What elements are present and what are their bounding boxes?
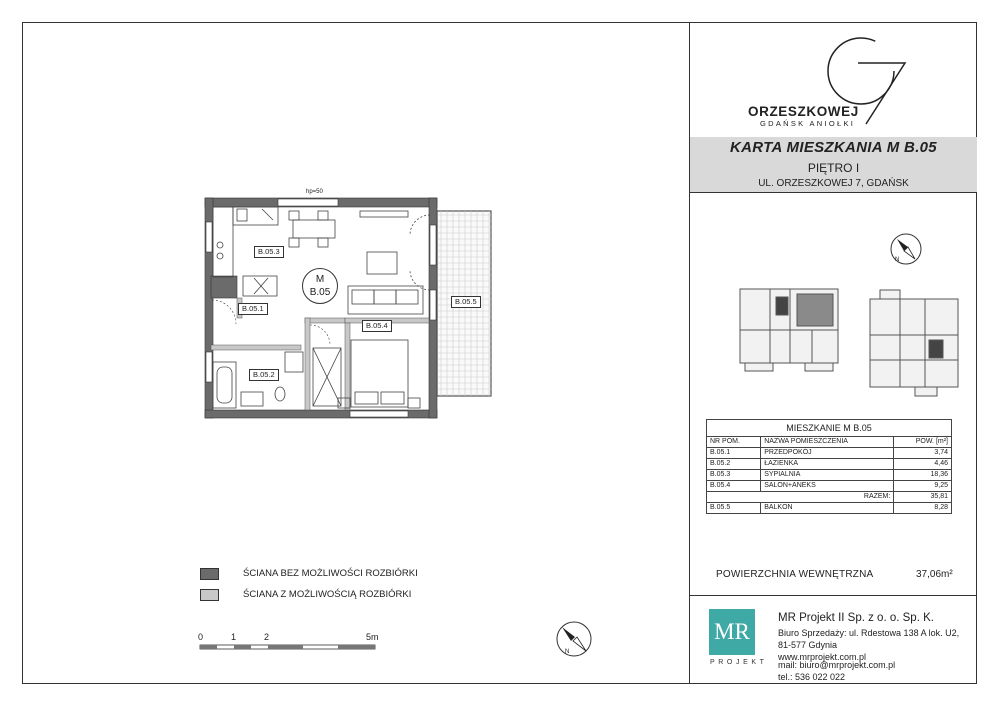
unit-label: M B.05 xyxy=(302,268,338,304)
living-room xyxy=(348,211,430,314)
mr-projekt-logo-subtitle: PROJEKT xyxy=(710,659,768,666)
bedroom xyxy=(313,340,420,408)
card-title: KARTA MIESZKANIA M B.05 xyxy=(730,139,937,156)
room-tag-b054: B.05.4 xyxy=(362,320,392,332)
scale-tick: 1 xyxy=(231,632,237,642)
legend-swatch-fixed xyxy=(200,568,219,580)
col-header-nr: NR POM. xyxy=(707,437,761,448)
brand-name: ORZESZKOWEJ xyxy=(748,104,859,119)
company-office: Biuro Sprzedaży: ul. Rdestowa 138 A lok. U2, xyxy=(778,628,960,638)
window-note: hp=50 xyxy=(306,189,323,195)
rooms-table xyxy=(706,419,952,514)
mr-projekt-logo: MR xyxy=(709,609,755,655)
col-header-area: POW. [m²] xyxy=(894,437,952,448)
company-mail[interactable]: mail: biuro@mrprojekt.com.pl xyxy=(778,660,896,670)
dining-table xyxy=(289,211,335,247)
scale-tick: 0 xyxy=(198,632,204,642)
col-header-name: NAZWA POMIESZCZENIA xyxy=(761,437,894,448)
room-tag-b053: B.05.3 xyxy=(254,246,284,258)
brand-subtitle: GDAŃSK ANIOŁKI xyxy=(760,119,856,128)
table-row: B.05.3 SYPIALNIA 18,36 xyxy=(707,470,952,481)
table-title: MIESZKANIE M B.05 xyxy=(707,420,952,437)
scale-tick: 2 xyxy=(264,632,270,642)
internal-area-value: 37,06m² xyxy=(916,569,953,580)
table-row: B.05.2 ŁAZIENKA 4,46 xyxy=(707,459,952,470)
north-letter: N xyxy=(565,649,570,655)
table-row: B.05.1 PRZEDPOKÓJ 3,74 xyxy=(707,448,952,459)
room-tag-b052: B.05.2 xyxy=(249,369,279,381)
table-row: B.05.5 BALKON 8,28 xyxy=(707,503,952,514)
table-row: B.05.4 SALON+ANEKS 9,25 xyxy=(707,481,952,492)
floor-label: PIĘTRO I xyxy=(807,161,860,175)
table-total-row: RAZEM: 35,81 xyxy=(707,492,952,503)
company-name: MR Projekt II Sp. z o. o. Sp. K. xyxy=(778,612,934,624)
address-label: UL. ORZESZKOWEJ 7, GDAŃSK xyxy=(758,178,909,189)
company-www[interactable]: www.mrprojekt.com.pl xyxy=(778,652,867,662)
room-tag-b051: B.05.1 xyxy=(238,303,268,315)
scale-tick: 5m xyxy=(366,632,379,642)
company-city: 81-577 Gdynia xyxy=(778,640,838,650)
company-tel: tel.: 536 022 022 xyxy=(778,672,846,682)
legend-removable-wall: ŚCIANA Z MOŻLIWOŚCIĄ ROZBIÓRKI xyxy=(243,589,412,600)
legend-fixed-wall: ŚCIANA BEZ MOŻLIWOŚCI ROZBIÓRKI xyxy=(243,568,418,579)
room-tag-b055: B.05.5 xyxy=(451,296,481,308)
internal-area-label: POWIERZCHNIA WEWNĘTRZNA xyxy=(716,569,874,580)
north-letter: N xyxy=(895,257,900,263)
legend-swatch-removable xyxy=(200,589,219,601)
